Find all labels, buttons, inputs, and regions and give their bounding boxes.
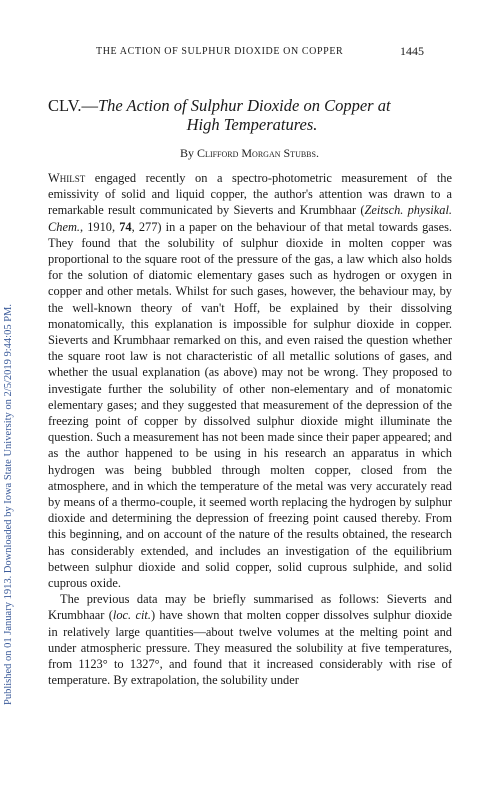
article-title-line2: High Temperatures. [186,115,318,134]
download-watermark: Published on 01 January 1913. Downloaded by Iowa State University on 2/5/2019 9:44:05 PM. [3,303,14,705]
article-title [48,96,448,134]
byline [0,146,481,161]
author-name: Clifford Morgan Stubbs. [197,146,319,160]
running-title: THE ACTION OF SULPHUR DIOXIDE ON COPPER [96,46,344,57]
loc-cit-citation: loc. cit. [112,608,151,623]
title-dash: — [81,96,98,115]
page-number: 1445 [400,44,424,58]
byline-prefix: By [180,146,195,160]
article-number: CLV. [48,96,82,115]
journal-citation: Zeitsch. physikal. Chem. [48,203,452,234]
article-title-line1 [48,96,448,115]
article-body [48,170,452,689]
lead-word: Whilst [48,171,86,185]
journal-volume: 74 [119,219,132,234]
paragraph-1-part2: , 1910, [80,219,120,234]
article-title-text: The Action of Sulphur Dioxide on Copper at [97,96,391,115]
paragraph-2-part1: The previous data may be briefly summarised as follows: Sieverts and Krumbhaar ( [48,592,452,623]
paragraph-1-part1: engaged recently on a spectro-photometric measurement of the emissivity of solid and liquid copper, the author's attention was drawn to a remarkable result communicated by Sieverts and Krumbhaar ( [48,171,452,218]
paragraph-2-part2: ) have shown that molten copper dissolves sulphur dioxide in relatively large quantities—about twelve volumes at the melting point and under atmospheric pressure. They measured the solubility at five temperatures, from 1123° to 1327°, and found that it increased considerably with rise of temperature. By extrapolation, the solubility under [48,608,452,688]
paragraph-1-part3: , 277) in a paper on the behaviour of that metal towards gases. They found that the solubility of sulphur dioxide in molten copper was proportional to the square root of the pressure of the gas, a law which also holds for the solution of diatomic elementary gases such as hydrogen or oxygen in copper and other metals. Whilst for such gases, however, the behaviour may, by the well-known theory of van't Hoff, be explained by their dissolving monatomically, this explanation is impossible for sulphur dioxide in copper. Sieverts and Krumbhaar remarked on this, and even raised the question whether the square root law is not characteristic of all metallic solutions of gases, and whether the usual explanation (as above) may not be wrong. They proposed to investigate further the solubility of other non-elementary and of monatomic elementary gases; and they suggested that measurement of the depression of the freezing point of copper by dissolved sulphur dioxide might illuminate the question. Such a measurement has not been made since their paper appeared; and as the author happened to be using in his research an apparatus in which hydrogen was being bubbled through molten copper, closed from the atmosphere, and in which the temperature of the metal was very accurately read by means of a thermo-couple, it seemed worth replacing the hydrogen by sulphur dioxide and determining the depression of freezing point caused thereby. From this beginning, and on account of the nature of the results obtained, the research has considerably extended, and includes an investigation of the equilibrium between sulphur dioxide and solid copper, solid cuprous sulphide, and solid cuprous oxide. [48,219,453,591]
paragraph-1 [48,170,452,591]
paragraph-2 [48,591,452,688]
